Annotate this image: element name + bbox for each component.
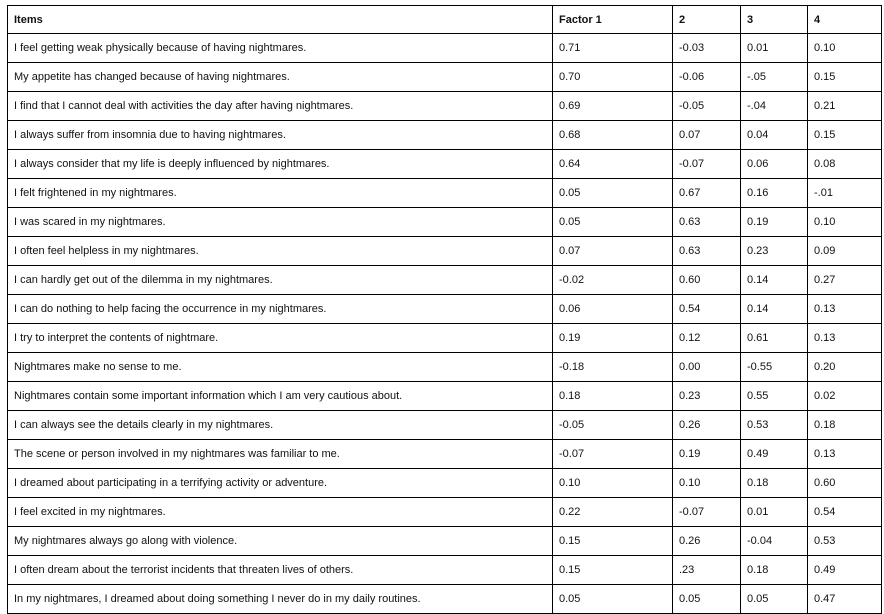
factor-2-cell: 0.10 bbox=[673, 469, 741, 498]
item-cell: I always suffer from insomnia due to having nightmares. bbox=[8, 121, 553, 150]
factor-1-cell: 0.05 bbox=[553, 585, 673, 614]
factor-2-cell: .23 bbox=[673, 556, 741, 585]
factor-3-cell: 0.14 bbox=[741, 266, 808, 295]
factor-1-cell: 0.07 bbox=[553, 237, 673, 266]
item-cell: The scene or person involved in my nightmares was familiar to me. bbox=[8, 440, 553, 469]
factor-3-cell: 0.01 bbox=[741, 34, 808, 63]
factor-3-cell: -0.04 bbox=[741, 527, 808, 556]
factor-4-cell: 0.18 bbox=[808, 411, 882, 440]
factor-2-cell: 0.67 bbox=[673, 179, 741, 208]
factor-2-cell: 0.07 bbox=[673, 121, 741, 150]
factor-3-cell: -0.55 bbox=[741, 353, 808, 382]
table-row bbox=[8, 556, 882, 585]
factor-1-cell: 0.64 bbox=[553, 150, 673, 179]
table-row bbox=[8, 150, 882, 179]
factor-2-cell: 0.26 bbox=[673, 411, 741, 440]
factor-2-cell: -0.06 bbox=[673, 63, 741, 92]
factor-1-cell: 0.69 bbox=[553, 92, 673, 121]
table-row bbox=[8, 34, 882, 63]
header-row bbox=[8, 6, 882, 34]
table-row bbox=[8, 440, 882, 469]
factor-4-cell: 0.13 bbox=[808, 295, 882, 324]
factor-2-cell: 0.05 bbox=[673, 585, 741, 614]
item-cell: I dreamed about participating in a terrifying activity or adventure. bbox=[8, 469, 553, 498]
item-cell: I felt frightened in my nightmares. bbox=[8, 179, 553, 208]
item-cell: Nightmares contain some important information which I am very cautious about. bbox=[8, 382, 553, 411]
factor-1-cell: -0.05 bbox=[553, 411, 673, 440]
factor-4-cell: 0.10 bbox=[808, 208, 882, 237]
table-row bbox=[8, 382, 882, 411]
header-factor-3: 3 bbox=[741, 6, 808, 34]
factor-1-cell: -0.02 bbox=[553, 266, 673, 295]
item-cell: I was scared in my nightmares. bbox=[8, 208, 553, 237]
factor-4-cell: 0.49 bbox=[808, 556, 882, 585]
factor-loadings-table bbox=[7, 5, 882, 614]
factor-1-cell: 0.19 bbox=[553, 324, 673, 353]
factor-3-cell: 0.55 bbox=[741, 382, 808, 411]
item-cell: I often feel helpless in my nightmares. bbox=[8, 237, 553, 266]
table-row bbox=[8, 63, 882, 92]
factor-4-cell: 0.08 bbox=[808, 150, 882, 179]
factor-1-cell: 0.18 bbox=[553, 382, 673, 411]
factor-3-cell: 0.19 bbox=[741, 208, 808, 237]
factor-2-cell: -0.05 bbox=[673, 92, 741, 121]
item-cell: Nightmares make no sense to me. bbox=[8, 353, 553, 382]
factor-1-cell: 0.10 bbox=[553, 469, 673, 498]
factor-4-cell: 0.02 bbox=[808, 382, 882, 411]
factor-1-cell: 0.05 bbox=[553, 179, 673, 208]
factor-1-cell: 0.15 bbox=[553, 556, 673, 585]
factor-3-cell: -.04 bbox=[741, 92, 808, 121]
factor-2-cell: -0.03 bbox=[673, 34, 741, 63]
factor-1-cell: -0.07 bbox=[553, 440, 673, 469]
item-cell: I can always see the details clearly in my nightmares. bbox=[8, 411, 553, 440]
factor-2-cell: 0.19 bbox=[673, 440, 741, 469]
factor-2-cell: -0.07 bbox=[673, 498, 741, 527]
table-row bbox=[8, 237, 882, 266]
factor-1-cell: 0.06 bbox=[553, 295, 673, 324]
table-body bbox=[8, 34, 882, 614]
item-cell: I find that I cannot deal with activities the day after having nightmares. bbox=[8, 92, 553, 121]
table-row bbox=[8, 179, 882, 208]
factor-3-cell: 0.14 bbox=[741, 295, 808, 324]
item-cell: My nightmares always go along with violence. bbox=[8, 527, 553, 556]
table-row bbox=[8, 92, 882, 121]
factor-1-cell: 0.71 bbox=[553, 34, 673, 63]
factor-2-cell: 0.63 bbox=[673, 237, 741, 266]
table-row bbox=[8, 353, 882, 382]
factor-3-cell: 0.01 bbox=[741, 498, 808, 527]
factor-2-cell: 0.60 bbox=[673, 266, 741, 295]
factor-4-cell: 0.13 bbox=[808, 324, 882, 353]
item-cell: I try to interpret the contents of nightmare. bbox=[8, 324, 553, 353]
item-cell: I often dream about the terrorist incidents that threaten lives of others. bbox=[8, 556, 553, 585]
factor-3-cell: 0.05 bbox=[741, 585, 808, 614]
factor-3-cell: 0.18 bbox=[741, 469, 808, 498]
item-cell: I always consider that my life is deeply influenced by nightmares. bbox=[8, 150, 553, 179]
header-factor-2: 2 bbox=[673, 6, 741, 34]
factor-4-cell: 0.15 bbox=[808, 63, 882, 92]
factor-3-cell: 0.04 bbox=[741, 121, 808, 150]
factor-3-cell: 0.49 bbox=[741, 440, 808, 469]
table-row bbox=[8, 208, 882, 237]
factor-3-cell: 0.16 bbox=[741, 179, 808, 208]
header-items: Items bbox=[8, 6, 553, 34]
factor-4-cell: 0.20 bbox=[808, 353, 882, 382]
factor-1-cell: 0.05 bbox=[553, 208, 673, 237]
item-cell: I can do nothing to help facing the occurrence in my nightmares. bbox=[8, 295, 553, 324]
header-factor-1: Factor 1 bbox=[553, 6, 673, 34]
factor-2-cell: 0.23 bbox=[673, 382, 741, 411]
factor-1-cell: -0.18 bbox=[553, 353, 673, 382]
item-cell: I feel getting weak physically because of having nightmares. bbox=[8, 34, 553, 63]
table-row bbox=[8, 469, 882, 498]
factor-4-cell: 0.27 bbox=[808, 266, 882, 295]
table-row bbox=[8, 498, 882, 527]
factor-3-cell: 0.23 bbox=[741, 237, 808, 266]
factor-2-cell: 0.54 bbox=[673, 295, 741, 324]
factor-4-cell: 0.15 bbox=[808, 121, 882, 150]
factor-3-cell: 0.61 bbox=[741, 324, 808, 353]
factor-4-cell: 0.47 bbox=[808, 585, 882, 614]
table-row bbox=[8, 324, 882, 353]
factor-2-cell: 0.12 bbox=[673, 324, 741, 353]
factor-1-cell: 0.70 bbox=[553, 63, 673, 92]
table-row bbox=[8, 585, 882, 614]
item-cell: My appetite has changed because of having nightmares. bbox=[8, 63, 553, 92]
factor-4-cell: 0.09 bbox=[808, 237, 882, 266]
item-cell: I can hardly get out of the dilemma in my nightmares. bbox=[8, 266, 553, 295]
factor-4-cell: 0.54 bbox=[808, 498, 882, 527]
header-factor-4: 4 bbox=[808, 6, 882, 34]
factor-4-cell: 0.10 bbox=[808, 34, 882, 63]
factor-3-cell: 0.53 bbox=[741, 411, 808, 440]
factor-3-cell: -.05 bbox=[741, 63, 808, 92]
table-row bbox=[8, 527, 882, 556]
factor-3-cell: 0.06 bbox=[741, 150, 808, 179]
table-row bbox=[8, 295, 882, 324]
table-row bbox=[8, 121, 882, 150]
factor-3-cell: 0.18 bbox=[741, 556, 808, 585]
table-row bbox=[8, 411, 882, 440]
item-cell: In my nightmares, I dreamed about doing something I never do in my daily routines. bbox=[8, 585, 553, 614]
factor-4-cell: 0.60 bbox=[808, 469, 882, 498]
factor-4-cell: -.01 bbox=[808, 179, 882, 208]
factor-2-cell: 0.63 bbox=[673, 208, 741, 237]
factor-4-cell: 0.13 bbox=[808, 440, 882, 469]
factor-1-cell: 0.15 bbox=[553, 527, 673, 556]
factor-4-cell: 0.21 bbox=[808, 92, 882, 121]
item-cell: I feel excited in my nightmares. bbox=[8, 498, 553, 527]
factor-2-cell: 0.26 bbox=[673, 527, 741, 556]
table-row bbox=[8, 266, 882, 295]
factor-4-cell: 0.53 bbox=[808, 527, 882, 556]
factor-2-cell: -0.07 bbox=[673, 150, 741, 179]
factor-1-cell: 0.68 bbox=[553, 121, 673, 150]
factor-2-cell: 0.00 bbox=[673, 353, 741, 382]
factor-1-cell: 0.22 bbox=[553, 498, 673, 527]
